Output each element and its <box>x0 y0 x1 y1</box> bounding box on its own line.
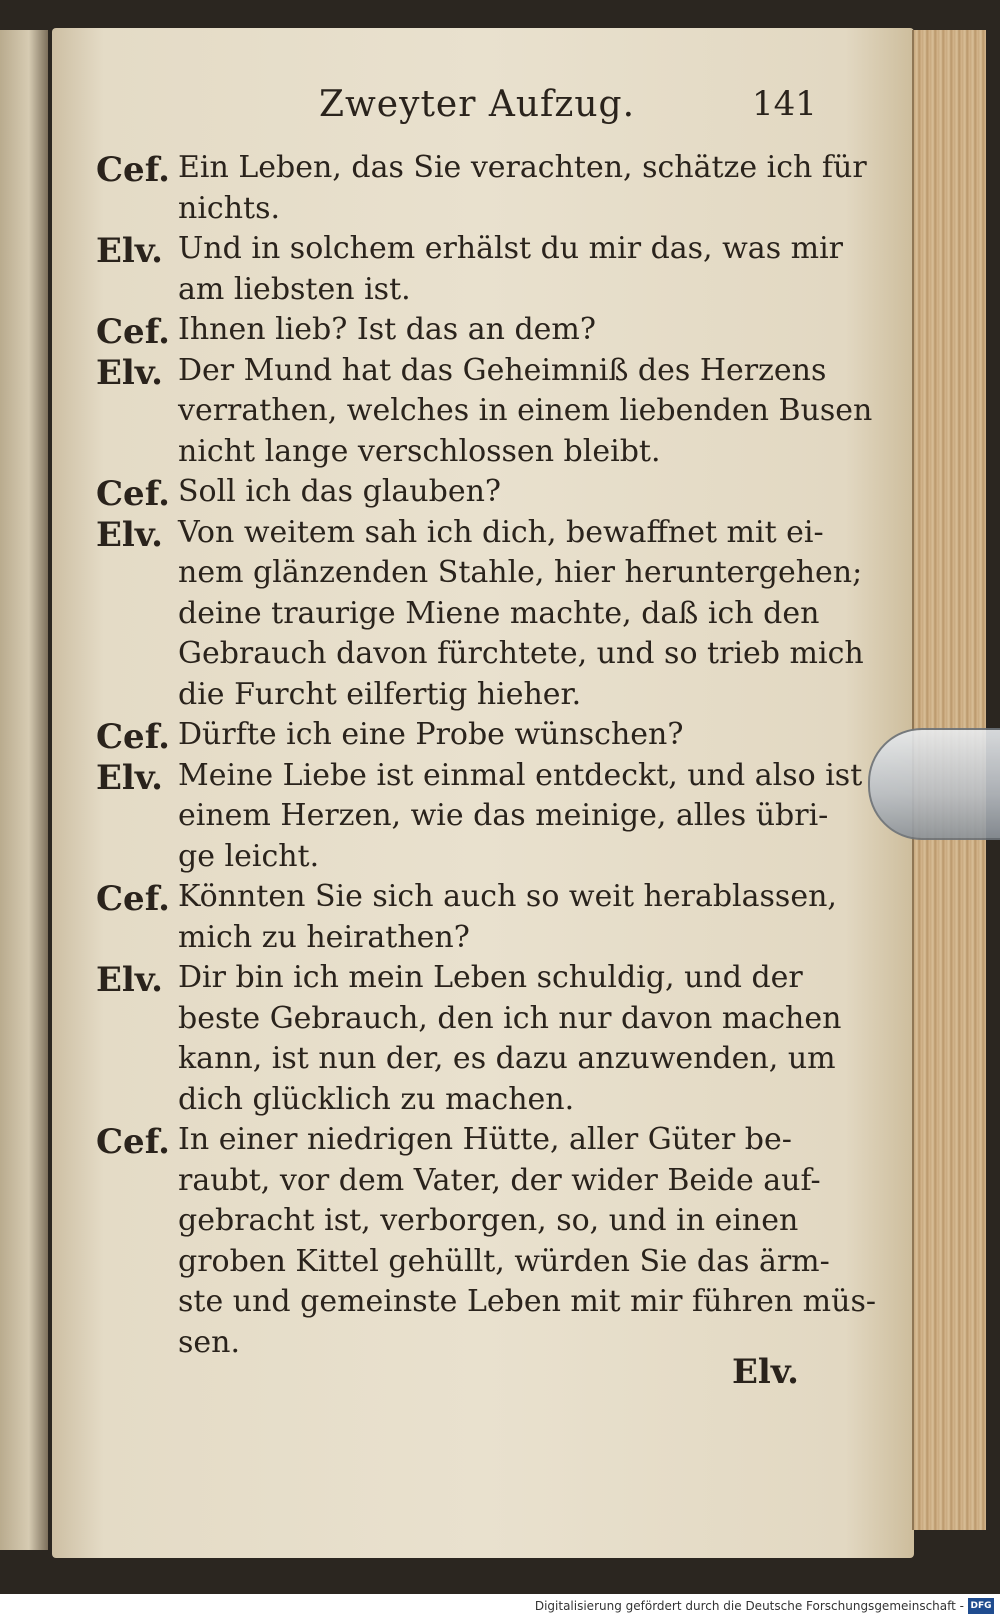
line-text: Soll ich das glauben? <box>178 474 501 509</box>
speaker-label: Cef. <box>96 879 170 919</box>
speaker-label: Cef. <box>96 474 170 514</box>
text-line <box>52 636 914 680</box>
line-text: raubt, vor dem Vater, der wider Beide auf- <box>178 1162 821 1198</box>
line-text: In einer niedrigen Hütte, aller Güter be- <box>178 1122 792 1157</box>
line-text: Und in solchem erhälst du mir das, was mir <box>178 231 844 266</box>
text-line <box>52 1163 914 1207</box>
text-line <box>52 515 914 559</box>
line-text: nicht lange verschlossen bleibt. <box>178 433 661 469</box>
footer-bar <box>0 1594 1000 1622</box>
text-line <box>52 1001 914 1045</box>
page-header <box>52 78 914 138</box>
speaker-label: Elv. <box>96 757 164 798</box>
text-line <box>52 798 914 842</box>
text-line <box>52 960 914 1004</box>
speaker-label: Elv. <box>96 960 164 1000</box>
text-line <box>52 1041 914 1085</box>
text-line <box>52 677 914 721</box>
text-line <box>52 1284 914 1328</box>
speaker-label: Elv. <box>96 514 164 555</box>
line-text: am liebsten ist. <box>178 271 411 307</box>
dfg-logo: DFG <box>968 1598 994 1614</box>
line-text: Könnten Sie sich auch so weit herablassen, <box>178 879 837 914</box>
book-clip <box>868 728 1000 840</box>
line-text: einem Herzen, wie das meinige, alles übri- <box>178 798 829 833</box>
line-text: Ein Leben, das Sie verachten, schätze ich für <box>178 150 867 185</box>
text-line <box>52 839 914 883</box>
line-text: ste und gemeinste Leben mit mir führen müs- <box>178 1284 876 1319</box>
line-text: nem glänzenden Stahle, hier heruntergehen; <box>178 555 863 590</box>
line-text: dich glücklich zu machen. <box>178 1081 575 1117</box>
text-line <box>52 1122 914 1166</box>
speaker-label: Cef. <box>96 717 170 757</box>
text-line <box>52 353 914 397</box>
text-line <box>52 920 914 964</box>
line-text: beste Gebrauch, den ich nur davon machen <box>178 1000 842 1036</box>
line-text: nichts. <box>178 190 281 226</box>
text-line <box>52 758 914 802</box>
line-text: Meine Liebe ist einmal entdeckt, und also ist <box>178 757 863 793</box>
line-text: deine traurige Miene machte, daß ich den <box>178 595 820 631</box>
text-line <box>52 272 914 316</box>
line-text: ge leicht. <box>178 838 320 874</box>
line-text: Dir bin ich mein Leben schuldig, und der <box>178 960 803 995</box>
line-text: Der Mund hat das Geheimniß des Herzens <box>178 352 827 388</box>
left-page-edge <box>0 30 48 1550</box>
text-line <box>52 879 914 923</box>
line-text: groben Kittel gehüllt, würden Sie das ärm- <box>178 1243 830 1279</box>
text-line <box>52 1082 914 1126</box>
text-line <box>52 474 914 518</box>
line-text: Von weitem sah ich dich, bewaffnet mit ei- <box>178 514 824 550</box>
text-line <box>52 312 914 356</box>
text-line <box>52 434 914 478</box>
text-line <box>52 191 914 235</box>
text-line <box>52 393 914 437</box>
speaker-label: Elv. <box>96 352 164 393</box>
speaker-label: Elv. <box>96 231 164 271</box>
page-number: 141 <box>752 84 817 124</box>
running-title: Zweyter Aufzug. <box>318 84 636 125</box>
catchword-line <box>52 1352 914 1396</box>
line-text: verrathen, welches in einem liebenden Busen <box>178 393 873 428</box>
text-line <box>52 596 914 640</box>
catchword: Elv. <box>732 1352 800 1392</box>
speaker-label: Cef. <box>96 150 170 190</box>
text-line <box>52 1244 914 1288</box>
text-line <box>52 555 914 599</box>
line-text: kann, ist nun der, es dazu anzuwenden, um <box>178 1041 836 1076</box>
footer-credit: Digitalisierung gefördert durch die Deutsche Forschungsgemeinschaft - <box>534 1599 964 1613</box>
line-text: die Furcht eilfertig hieher. <box>178 676 582 712</box>
line-text: Gebrauch davon fürchtete, und so trieb mich <box>178 636 864 671</box>
line-text: Dürfte ich eine Probe wünschen? <box>178 717 684 752</box>
text-line <box>52 717 914 761</box>
speaker-label: Cef. <box>96 1122 170 1162</box>
line-text: mich zu heirathen? <box>178 919 470 955</box>
speaker-label: Cef. <box>96 312 170 352</box>
text-line <box>52 231 914 275</box>
line-text: sen. <box>178 1324 241 1360</box>
line-text: gebracht ist, verborgen, so, und in einen <box>178 1203 799 1238</box>
line-text: Ihnen lieb? Ist das an dem? <box>178 312 596 347</box>
text-line <box>52 1203 914 1247</box>
text-line <box>52 150 914 194</box>
